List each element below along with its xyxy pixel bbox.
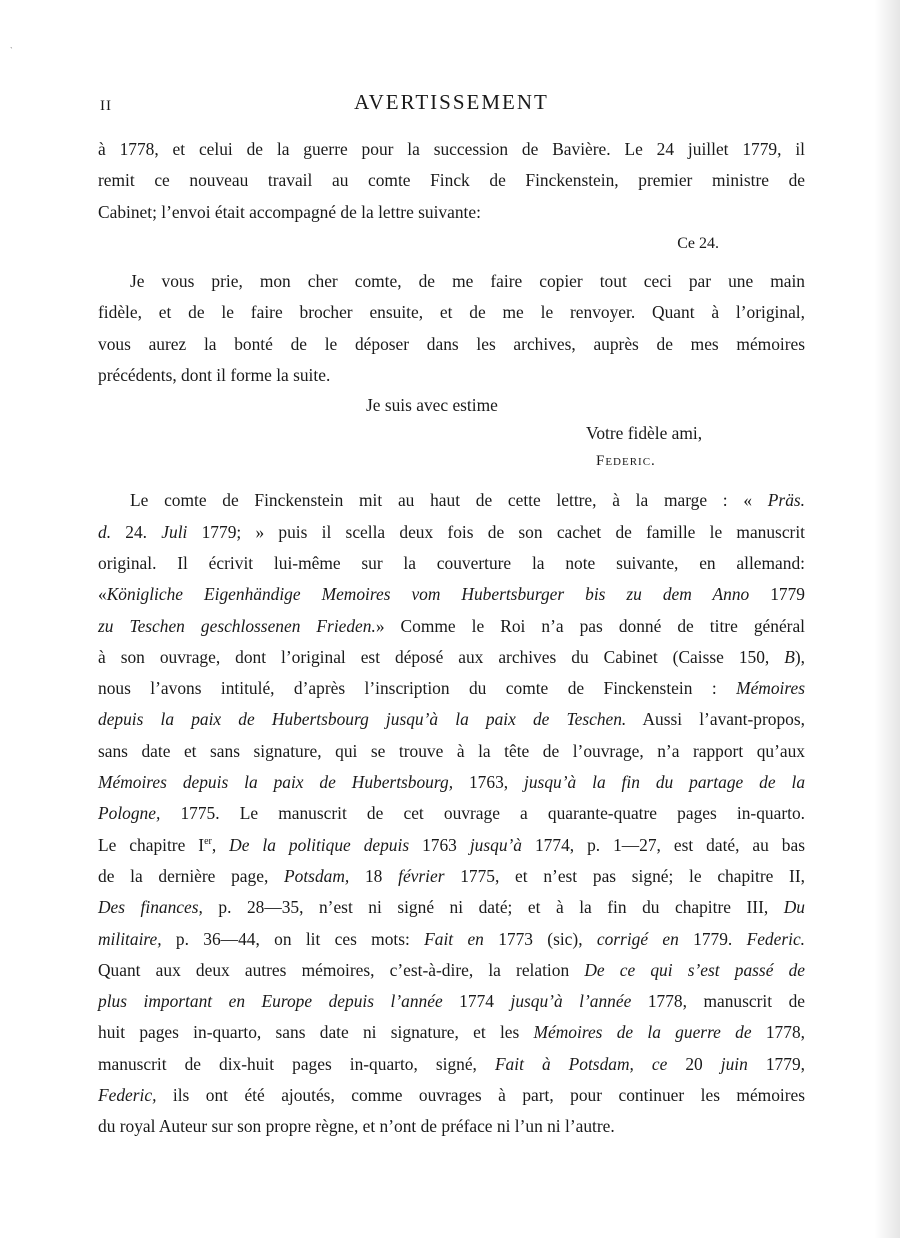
body-paragraph — [98, 485, 805, 1142]
text-line: à son ouvrage, dont l’original est déposé aux archives du Cabinet (Caisse 150, B), — [98, 646, 805, 667]
text-line: Quant aux deux autres mémoires, c’est-à-dire, la relation De ce qui s’est passé de — [98, 959, 805, 980]
text-line: d. 24. Juli 1779; » puis il scella deux fois de son cachet de famille le manuscrit — [98, 521, 805, 542]
text-line: zu Teschen geschlossenen Frieden.» Comme le Roi n’a pas donné de titre général — [98, 615, 806, 636]
text-line: du royal Auteur sur son propre règne, et n’ont de préface ni l’un ni l’autre. — [98, 1116, 615, 1137]
text-line: Des finances, p. 28—35, n’est ni signé ni daté; et à la fin du chapitre III, Du — [98, 897, 805, 918]
text-line: remit ce nouveau travail au comte Finck de Finckenstein, premier ministre de — [98, 170, 805, 191]
text-line: militaire, p. 36—44, on lit ces mots: Fait en 1773 (sic), corrigé en 1779. Federic. — [98, 928, 806, 949]
text-line: manuscrit de dix-huit pages in-quarto, signé, Fait à Potsdam, ce 20 juin 1779, — [98, 1053, 805, 1074]
text-line: original. Il écrivit lui-même sur la couverture la note suivante, en allemand: — [98, 552, 805, 573]
letter-closing-salutation: Votre fidèle ami, — [586, 423, 703, 444]
running-title: AVERTISSEMENT — [354, 90, 549, 114]
text-line: Le comte de Finckenstein mit au haut de cette lettre, à la marge : « Präs. — [130, 490, 805, 511]
text-block — [98, 134, 805, 1143]
text-line: Je vous prie, mon cher comte, de me faire copier tout ceci par une main — [130, 271, 805, 292]
scan-speck: ` — [10, 46, 13, 55]
text-line: fidèle, et de le faire brocher ensuite, et de me le renvoyer. Quant à l’original, — [98, 302, 805, 323]
text-line: huit pages in-quarto, sans date ni signature, et les Mémoires de la guerre de 1778, — [98, 1022, 805, 1043]
text-line: Mémoires depuis la paix de Hubertsbourg, 1763, jusqu’à la fin du partage de la — [98, 772, 806, 793]
intro-paragraph — [98, 134, 805, 228]
text-line: Cabinet; l’envoi était accompagné de la lettre suivante: — [98, 201, 481, 222]
text-line: Le chapitre Ier, De la politique depuis 1763 jusqu’à 1774, p. 1—27, est daté, au bas — [98, 834, 805, 855]
page-number: II — [100, 98, 112, 114]
text-line: plus important en Europe depuis l’année 1774 jusqu’à l’année 1778, manuscrit de — [98, 991, 805, 1012]
text-line: de la dernière page, Potsdam, 18 février 1775, et n’est pas signé; le chapitre II, — [98, 865, 805, 886]
letter-signature: Federic. — [596, 453, 656, 470]
letter-date: Ce 24. — [677, 234, 719, 252]
text-line: nous l’avons intitulé, d’après l’inscription du comte de Finckenstein : Mémoires — [98, 678, 805, 699]
quoted-letter — [98, 228, 805, 475]
letter-closing: Je suis avec estime — [366, 395, 498, 416]
text-line: Federic, ils ont été ajoutés, comme ouvrages à part, pour continuer les mémoires — [98, 1085, 805, 1106]
text-line: «Königliche Eigenhändige Memoires vom Hubertsburger bis zu dem Anno 1779 — [98, 584, 805, 605]
page-header — [98, 88, 805, 122]
text-line: vous aurez la bonté de le déposer dans les archives, auprès de mes mémoires — [98, 333, 805, 354]
text-line: sans date et sans signature, qui se trouve à la tête de l’ouvrage, n’a rapport qu’aux — [98, 740, 805, 761]
text-line: depuis la paix de Hubertsbourg jusqu’à la paix de Teschen. Aussi l’avant-propos, — [98, 709, 805, 730]
text-line: précédents, dont il forme la suite. — [98, 365, 331, 386]
text-line: à 1778, et celui de la guerre pour la succession de Bavière. Le 24 juillet 1779, il — [98, 139, 805, 159]
text-line: Pologne, 1775. Le manuscrit de cet ouvrage a quarante-quatre pages in-quarto. — [98, 803, 805, 824]
